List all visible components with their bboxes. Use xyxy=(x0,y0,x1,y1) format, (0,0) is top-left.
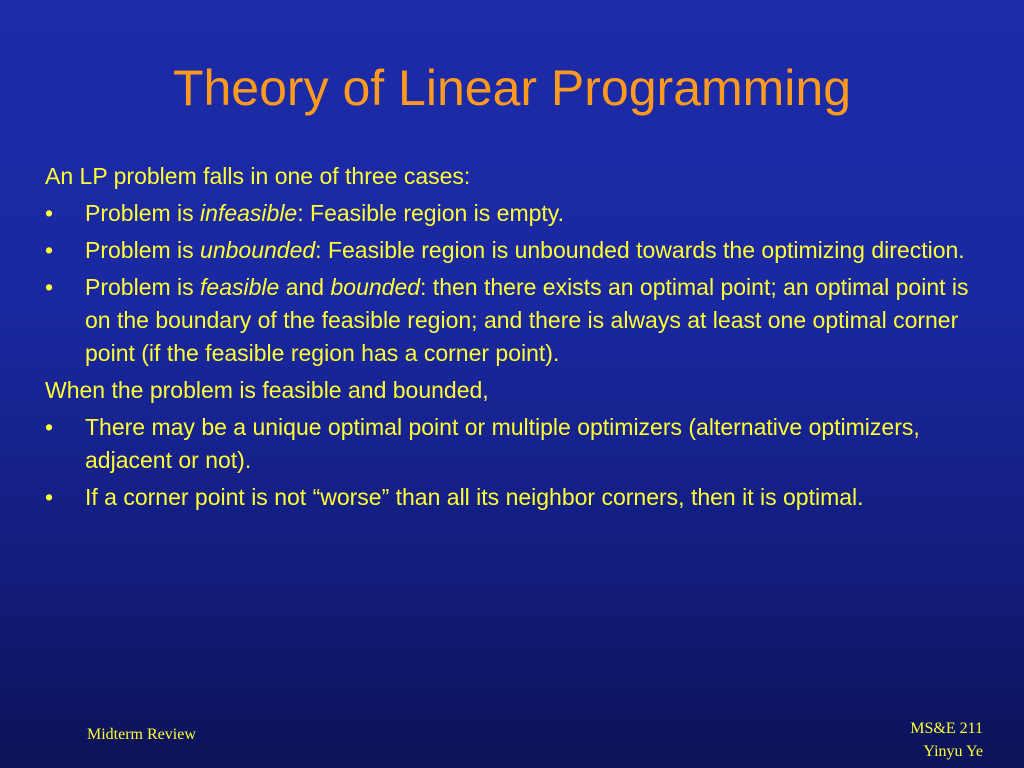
case-prefix: Problem is xyxy=(85,237,201,263)
cases-list xyxy=(45,197,995,370)
bullet-icon: • xyxy=(45,484,54,510)
slide-title: Theory of Linear Programming xyxy=(172,60,852,116)
list-item-optimizers xyxy=(45,411,995,477)
case-connector: and xyxy=(279,274,331,300)
case-description: : Feasible region is empty. xyxy=(297,200,564,226)
list-item-feasible-bounded xyxy=(45,271,995,370)
bullet-icon: • xyxy=(45,274,54,300)
footer-right xyxy=(910,717,983,763)
case-term: infeasible xyxy=(200,200,298,226)
slide-body xyxy=(45,160,995,518)
feasible-list xyxy=(45,411,995,514)
case-term: feasible xyxy=(200,274,280,300)
list-item-unbounded xyxy=(45,234,995,267)
point-text: There may be a unique optimal point or multiple optimizers (alternative optimizers, adjacent or not). xyxy=(85,414,920,473)
bullet-icon: • xyxy=(45,414,54,440)
case-term: unbounded xyxy=(200,237,316,263)
footer-author: Yinyu Ye xyxy=(923,743,983,760)
case-term: bounded xyxy=(330,274,421,300)
case-description: : then there exists an optimal point; an optimal point is on the boundary of the feasible region; and there is always at least one optimal corner point (if the feasible region has a corner point). xyxy=(85,274,969,366)
case-prefix: Problem is xyxy=(85,274,201,300)
bullet-icon: • xyxy=(45,200,54,226)
case-description: : Feasible region is unbounded towards the optimizing direction. xyxy=(315,237,965,263)
cases-intro: An LP problem falls in one of three cases: xyxy=(45,163,471,189)
list-item-corner-point xyxy=(45,481,995,514)
list-item-infeasible xyxy=(45,197,995,230)
bullet-icon: • xyxy=(45,237,54,263)
footer-left: Midterm Review xyxy=(87,726,196,743)
footer-course: MS&E 211 xyxy=(910,720,983,737)
point-text: If a corner point is not “worse” than all its neighbor corners, then it is optimal. xyxy=(85,484,864,510)
feasible-intro: When the problem is feasible and bounded, xyxy=(45,377,489,403)
case-prefix: Problem is xyxy=(85,200,201,226)
